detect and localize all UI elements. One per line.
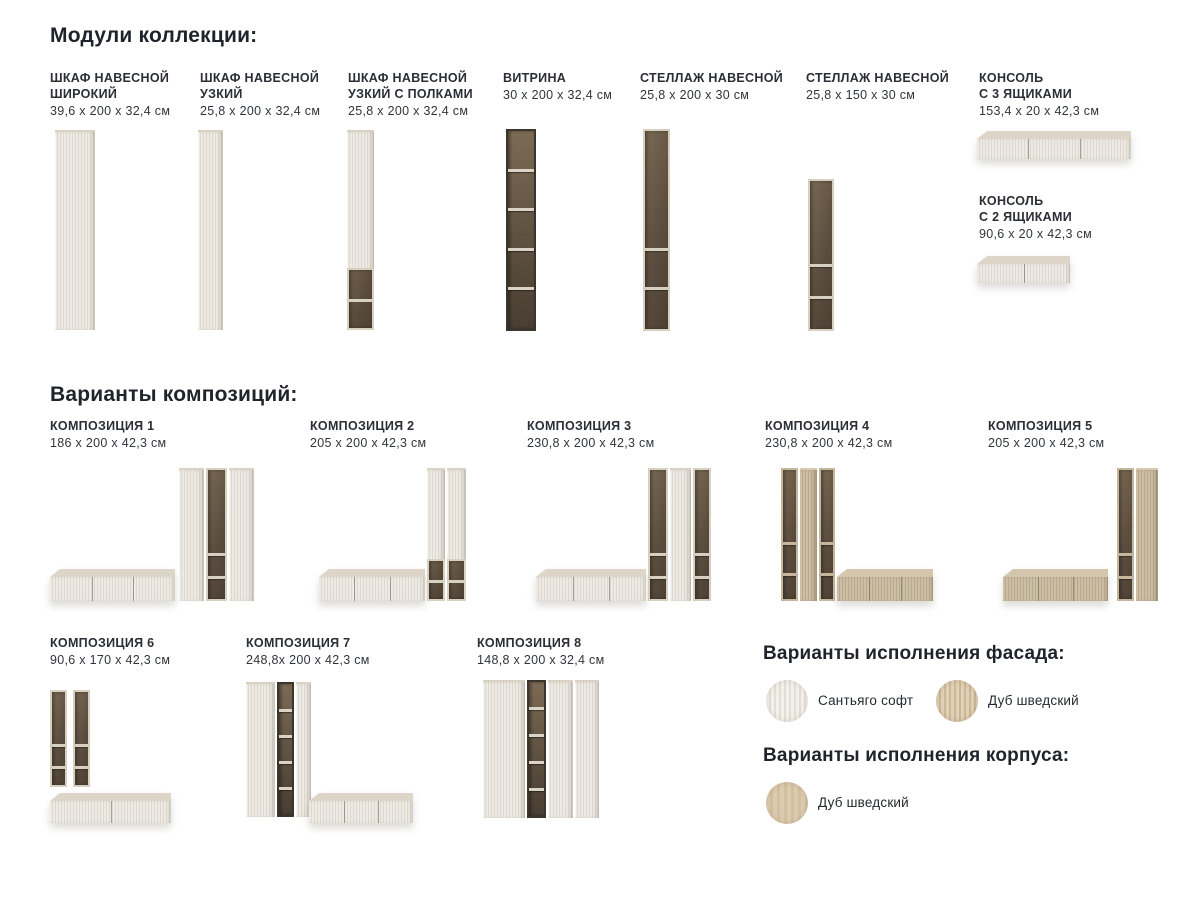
- module-figure-console-3: [977, 131, 1131, 159]
- vitrine-unit: [277, 682, 294, 817]
- composition-label-5: КОМПОЗИЦИЯ 5 205 x 200 x 42,3 см: [988, 419, 1105, 450]
- module-label-vitrine: ВИТРИНА 30 x 200 x 32,4 см: [503, 71, 613, 102]
- tall-cabinet: [548, 680, 573, 818]
- facade-swatch-oak-swedish: [936, 680, 978, 722]
- module-label-shelf-unit-200: СТЕЛЛАЖ НАВЕСНОЙ 25,8 x 200 x 30 см: [640, 71, 784, 102]
- facade-options-title: Варианты исполнения фасада:: [763, 643, 1065, 664]
- compositions-section-title: Варианты композиций:: [50, 383, 298, 406]
- tall-cabinet: [179, 468, 204, 601]
- modules-section-title: Модули коллекции:: [50, 24, 258, 47]
- module-figure-console-2: [977, 256, 1070, 283]
- open-shelf-unit: [693, 468, 711, 601]
- open-shelf-unit: [73, 690, 90, 787]
- console-front: [977, 139, 1131, 159]
- module-label-wide-cabinet: ШКАФ НАВЕСНОЙ ШИРОКИЙ 39,6 x 200 x 32,4 см: [50, 71, 171, 118]
- console-2-drawers: [50, 793, 171, 823]
- facade-swatch-label: Дуб шведский: [988, 693, 1079, 708]
- console-3-drawers: [536, 569, 646, 601]
- console-3-drawers: [319, 569, 425, 601]
- module-label-narrow-cabinet: ШКАФ НАВЕСНОЙ УЗКИЙ 25,8 x 200 x 32,4 см: [200, 71, 321, 118]
- module-figure-narrow-cabinet: [198, 130, 223, 330]
- console-top: [977, 256, 1070, 264]
- open-shelf-unit: [819, 468, 835, 601]
- body-swatch-oak-swedish: [766, 782, 808, 824]
- module-figure-vitrine: [506, 129, 536, 331]
- tall-cabinet-oak: [1136, 468, 1158, 601]
- tall-cabinet: [670, 468, 691, 601]
- cabinet-with-shelves: [427, 468, 445, 601]
- composition-label-8: КОМПОЗИЦИЯ 8 148,8 x 200 x 32,4 см: [477, 636, 605, 667]
- console-3-drawers-oak: [837, 569, 933, 601]
- vitrine-unit: [527, 680, 546, 818]
- open-shelves: [347, 268, 374, 330]
- console-3-drawers-oak: [1003, 569, 1108, 601]
- composition-label-7: КОМПОЗИЦИЯ 7 248,8x 200 x 42,3 см: [246, 636, 370, 667]
- module-label-console-2: КОНСОЛЬ С 2 ЯЩИКАМИ 90,6 x 20 x 42,3 см: [979, 194, 1092, 241]
- console-front: [977, 264, 1070, 283]
- composition-label-4: КОМПОЗИЦИЯ 4 230,8 x 200 x 42,3 см: [765, 419, 893, 450]
- composition-label-1: КОМПОЗИЦИЯ 1 186 x 200 x 42,3 см: [50, 419, 167, 450]
- module-figure-wide-cabinet: [55, 130, 95, 330]
- tall-cabinet: [483, 680, 525, 818]
- facade-swatch-label: Сантьяго софт: [818, 693, 914, 708]
- body-swatch-label: Дуб шведский: [818, 795, 909, 810]
- console-top: [977, 131, 1131, 139]
- tall-cabinet: [575, 680, 599, 818]
- open-shelf-unit: [206, 468, 227, 601]
- module-figure-shelf-unit-200: [643, 129, 670, 331]
- open-shelf-unit: [50, 690, 67, 787]
- tall-cabinet: [246, 682, 275, 817]
- module-figure-shelf-unit-150: [808, 179, 834, 331]
- open-shelf-unit: [648, 468, 668, 601]
- cabinet-with-shelves: [447, 468, 466, 601]
- composition-label-6: КОМПОЗИЦИЯ 6 90,6 x 170 x 42,3 см: [50, 636, 171, 667]
- module-label-narrow-shelves-cabinet: ШКАФ НАВЕСНОЙ УЗКИЙ С ПОЛКАМИ 25,8 x 200 x 32,4 см: [348, 71, 473, 118]
- composition-label-3: КОМПОЗИЦИЯ 3 230,8 x 200 x 42,3 см: [527, 419, 655, 450]
- body-options-title: Варианты исполнения корпуса:: [763, 745, 1070, 766]
- facade-swatch-santiago-soft: [766, 680, 808, 722]
- tall-cabinet: [229, 468, 254, 601]
- open-shelf-unit: [1117, 468, 1134, 601]
- tall-cabinet-oak: [800, 468, 817, 601]
- composition-label-2: КОМПОЗИЦИЯ 2 205 x 200 x 42,3 см: [310, 419, 427, 450]
- console-3-drawers: [309, 793, 413, 823]
- module-label-console-3: КОНСОЛЬ С 3 ЯЩИКАМИ 153,4 x 20 x 42,3 см: [979, 71, 1100, 118]
- console-3-drawers: [50, 569, 175, 601]
- module-figure-narrow-shelves-cabinet: [347, 130, 374, 330]
- module-label-shelf-unit-150: СТЕЛЛАЖ НАВЕСНОЙ 25,8 x 150 x 30 см: [806, 71, 950, 102]
- open-shelf-unit: [781, 468, 798, 601]
